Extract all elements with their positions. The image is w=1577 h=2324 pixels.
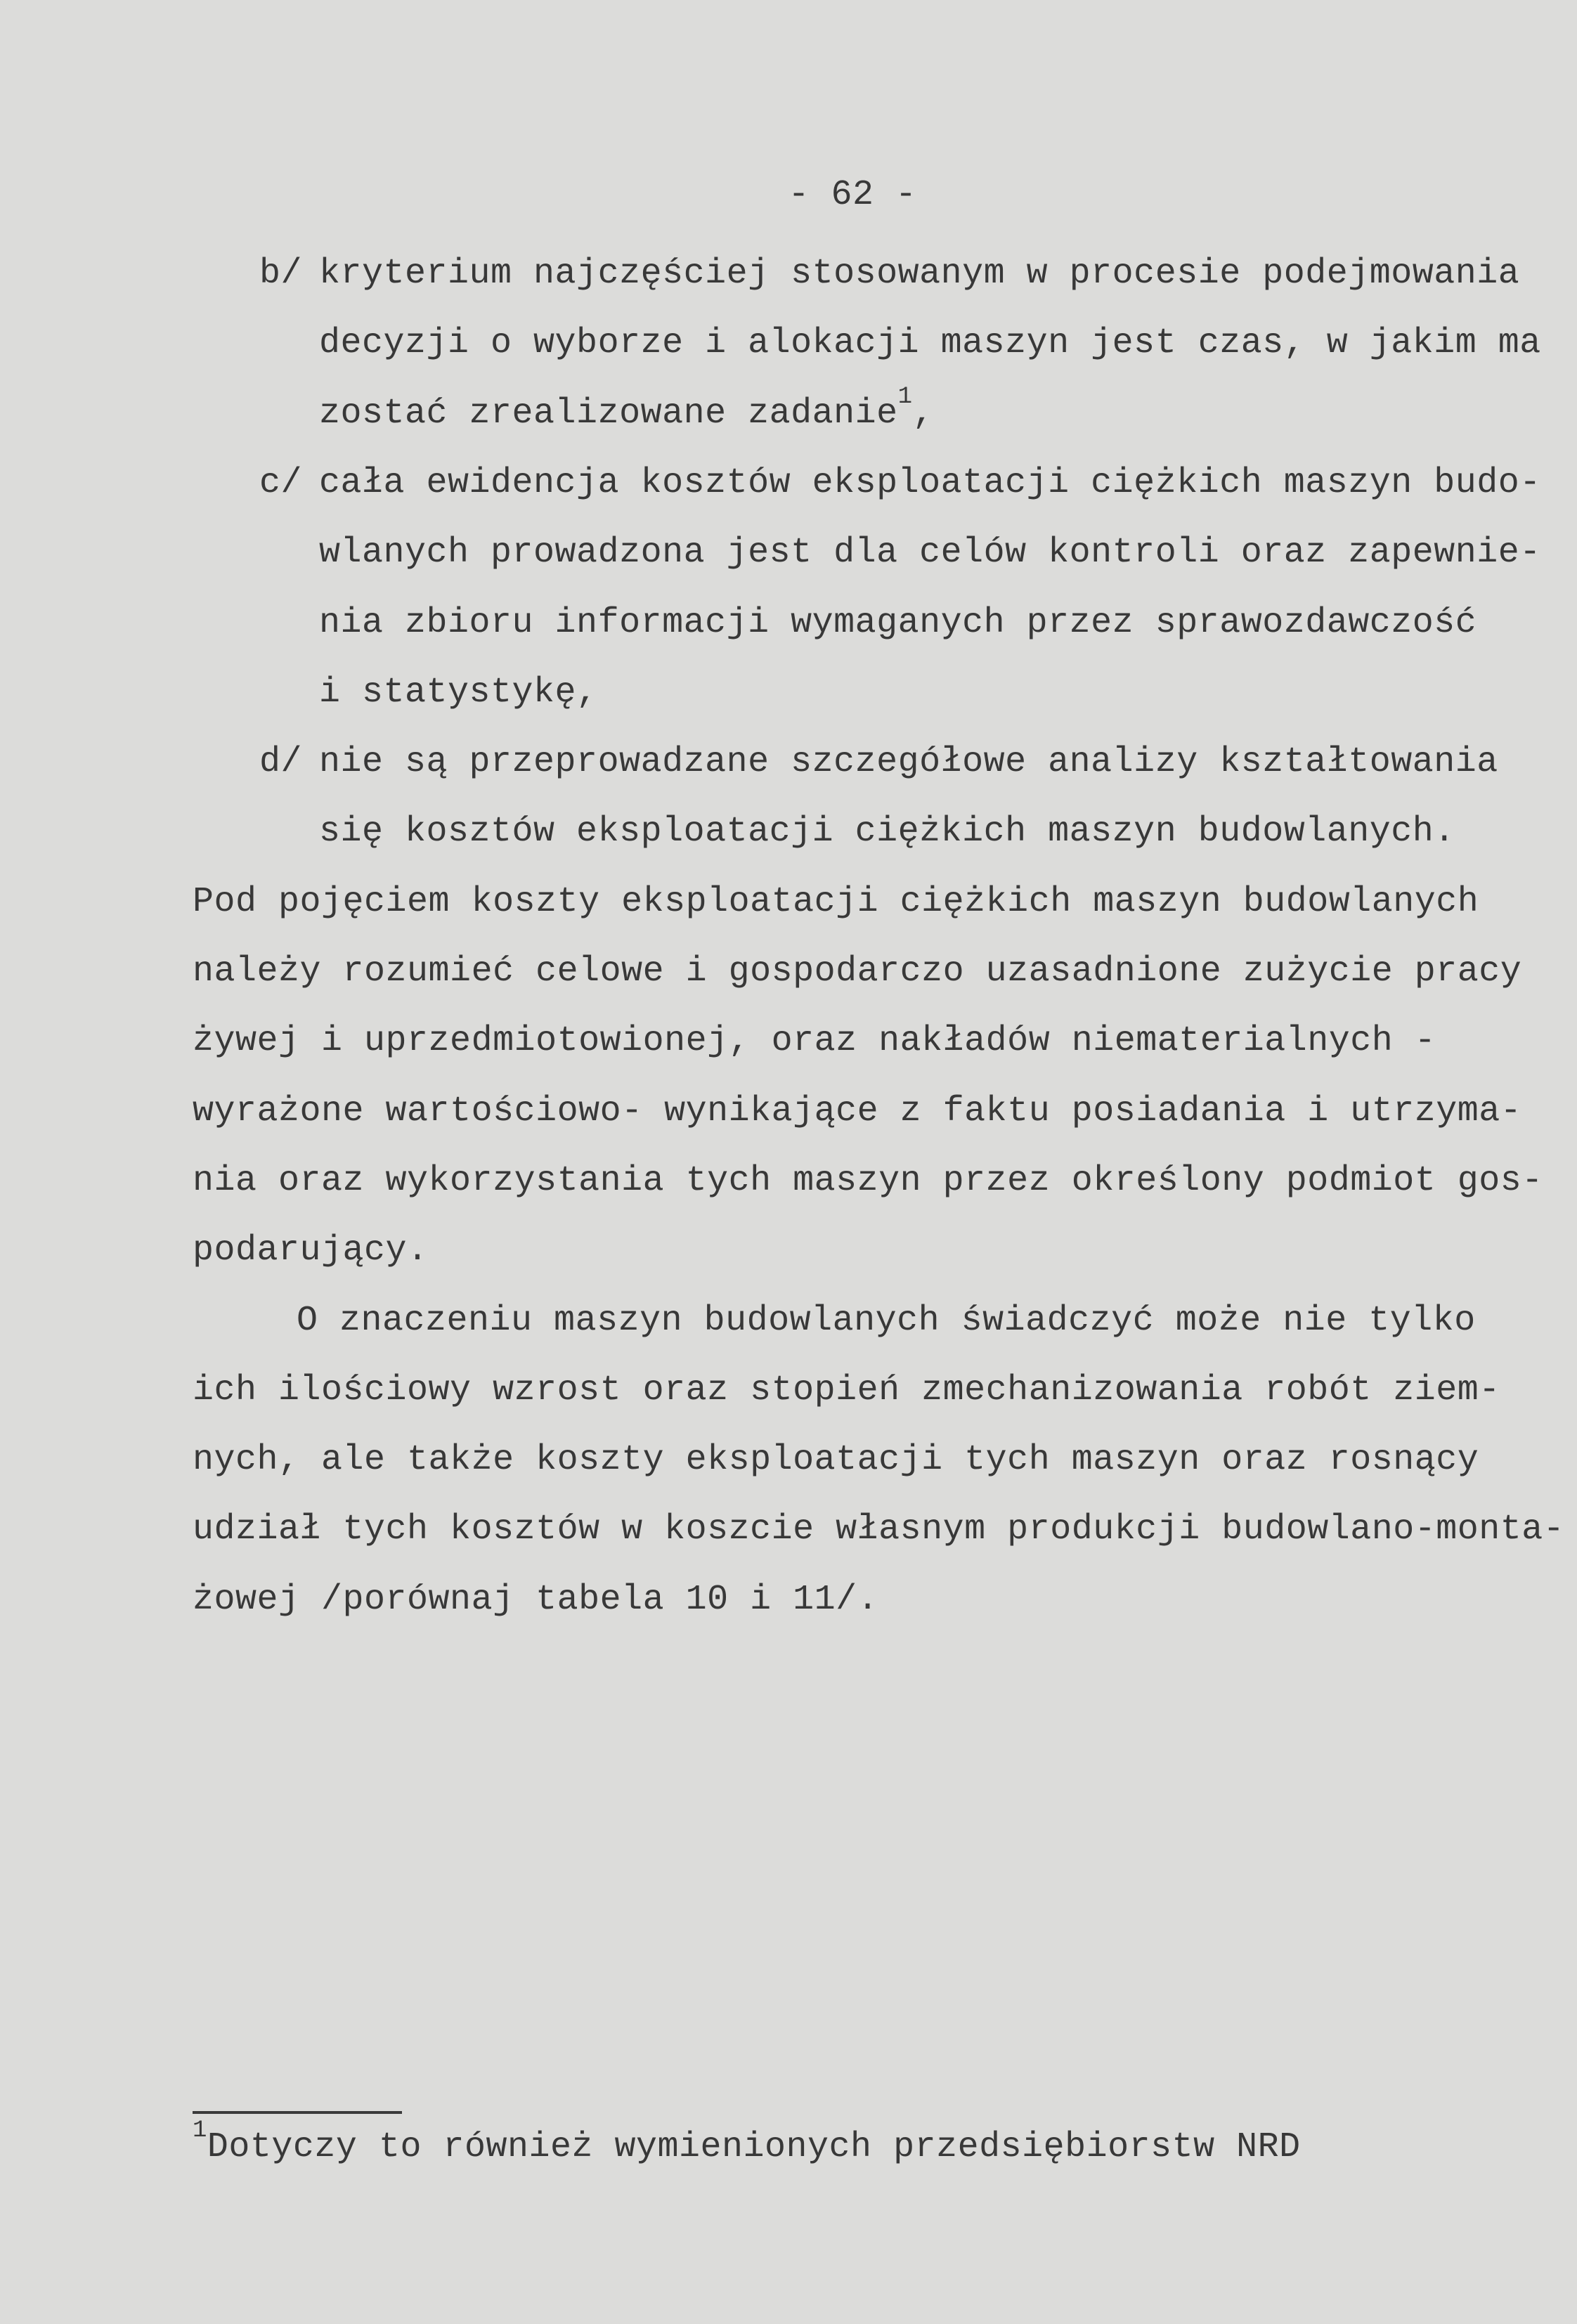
text-line: nia zbioru informacji wymaganych przez sprawozdawczość [319, 603, 1477, 643]
text-line: i statystykę, [319, 673, 598, 713]
text-line: się kosztów eksploatacji ciężkich maszyn budowlanych. [319, 812, 1455, 852]
text-span: , [912, 394, 935, 434]
text-line: wlanych prowadzona jest dla celów kontroli oraz zapewnie- [319, 533, 1541, 573]
text-line: udział tych kosztów w koszcie własnym produkcji budowlano-monta- [193, 1510, 1565, 1550]
page-number: - 62 - [788, 175, 917, 215]
list-marker-d: d/ [259, 742, 303, 782]
text-line: wyrażone wartościowo- wynikające z faktu posiadania i utrzyma- [193, 1091, 1522, 1131]
list-marker-c: c/ [259, 463, 303, 503]
text-line: nych, ale także koszty eksploatacji tych maszyn oraz rosnący [193, 1440, 1479, 1480]
text-line: należy rozumieć celowe i gospodarczo uzasadnione zużycie pracy [193, 952, 1522, 992]
text-line: ich ilościowy wzrost oraz stopień zmechanizowania robót ziem- [193, 1370, 1500, 1410]
text-line: kryterium najczęściej stosowanym w procesie podejmowania [319, 254, 1520, 294]
footnote-number: 1 [193, 2117, 207, 2144]
text-line: podarujący. [193, 1231, 429, 1271]
text-line: O znaczeniu maszyn budowlanych świadczyć może nie tylko [297, 1301, 1476, 1341]
text-line: nia oraz wykorzystania tych maszyn przez określony podmiot gos- [193, 1161, 1543, 1201]
text-line [319, 379, 934, 449]
footnote-reference: 1 [897, 384, 913, 410]
text-line: decyzji o wyborze i alokacji maszyn jest czas, w jakim ma [319, 323, 1541, 363]
text-line: cała ewidencja kosztów eksploatacji ciężkich maszyn budo- [319, 463, 1541, 503]
footnote [193, 2112, 1301, 2183]
list-marker-b: b/ [259, 254, 303, 294]
text-line: Pod pojęciem koszty eksploatacji ciężkich maszyn budowlanych [193, 882, 1479, 922]
text-span: zostać zrealizowane zadanie [319, 394, 898, 434]
text-line: żywej i uprzedmiotowionej, oraz nakładów niematerialnych - [193, 1021, 1436, 1061]
text-line: nie są przeprowadzane szczegółowe analizy kształtowania [319, 742, 1498, 782]
footnote-text: Dotyczy to również wymienionych przedsiębiorstw NRD [207, 2127, 1301, 2167]
text-line: żowej /porównaj tabela 10 i 11/. [193, 1580, 879, 1620]
